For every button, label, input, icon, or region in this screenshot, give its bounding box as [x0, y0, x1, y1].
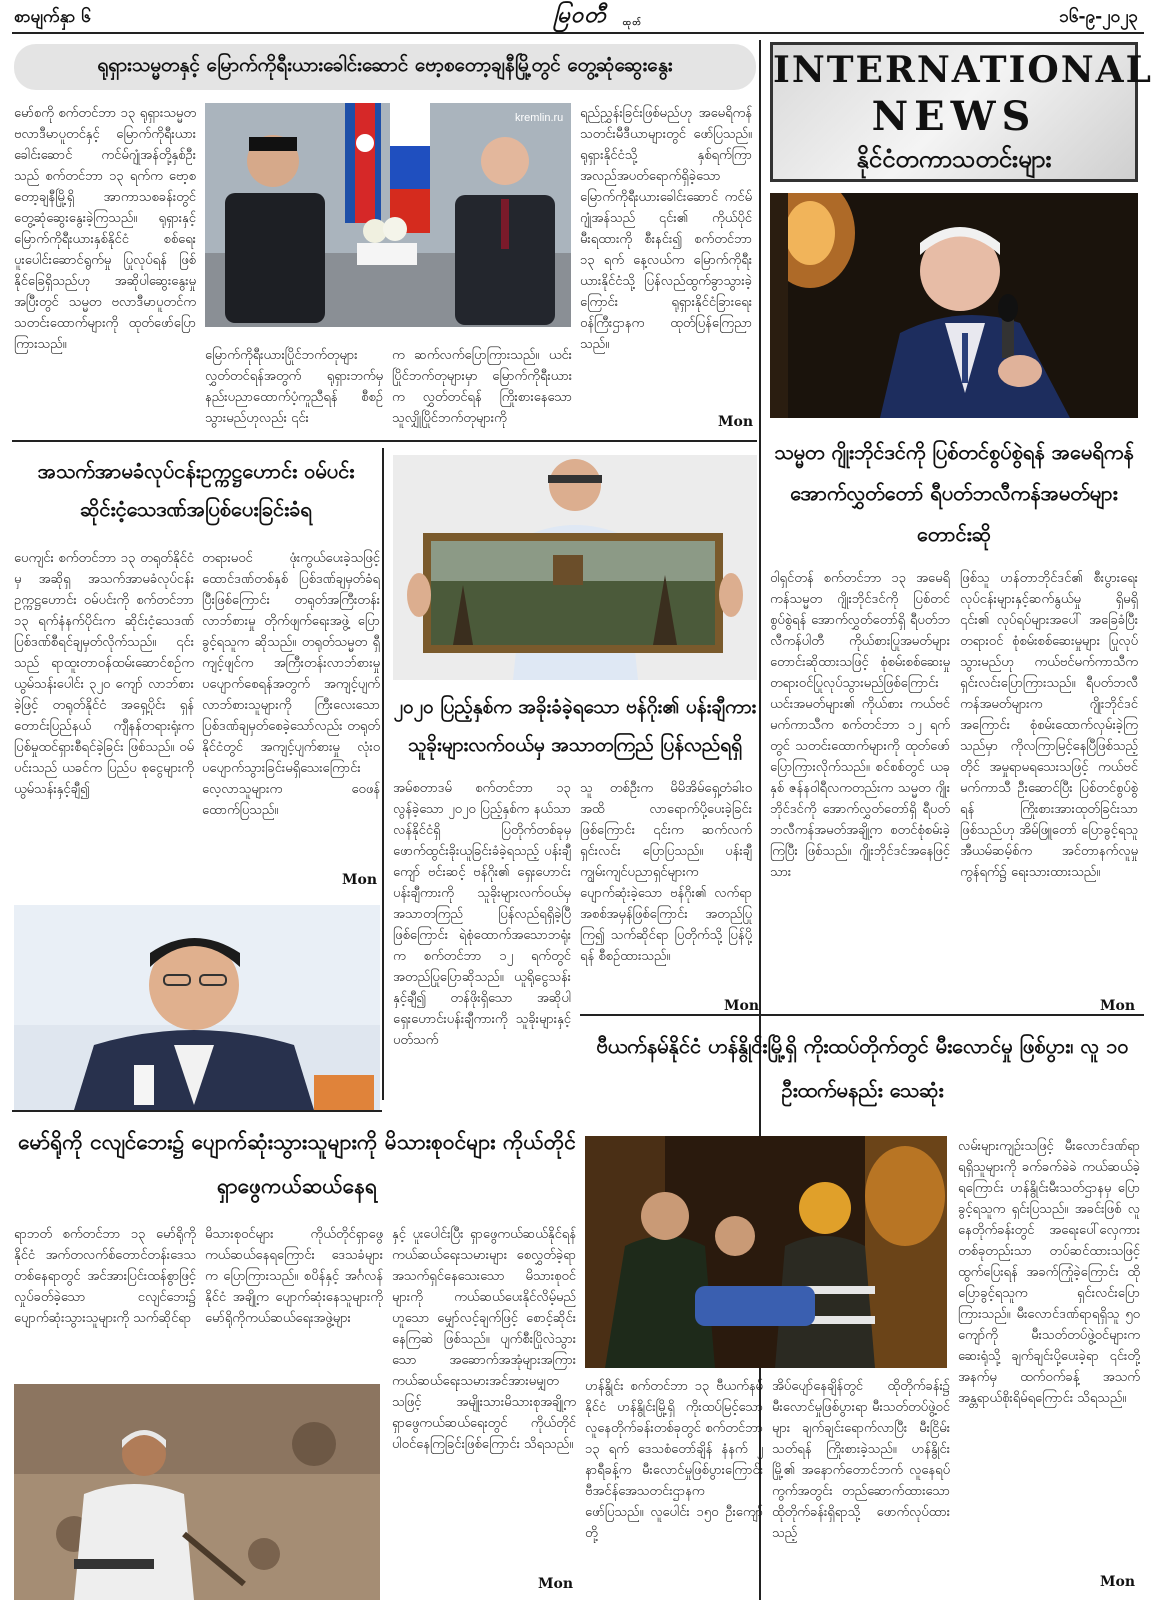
story1-credit: Mon	[718, 414, 754, 430]
story3-credit: Mon	[724, 998, 760, 1014]
story5-column-3: လမ်းများကျဉ်းသဖြင့် မီးလောင်ဒဏ်ရာရရှိသူများကို ခက်ခက်ခဲခဲ ကယ်ဆယ်ခဲ့ရကြောင်း ဟန်နွိုင်းမီးသတ်ဌာနမှ ပြောခွင့်ရသူက ရှင်းပြသည်။ အခင်းဖြစ် လူနေတိုက်ခန်းတွင် အရေးပေါ်လှေကားတစ်ခုတည်းသာ တပ်ဆင်ထားသဖြင့် ထွက်ပြေးရန် အခက်ကြုံခဲ့ကြောင်း ထိုပြောခွင့်ရသူက ရှင်းလင်းပြောကြားသည်။ မီးလောင်ဒဏ်ရာရရှိသူ ၅၀ ကျော်ကို မီးသတ်တပ်ဖွဲ့ဝင်များက ဆေးရုံသို့ ချက်ချင်းပို့ပေးခဲ့ရာ ၎င်းတို့အနက်မှ ထက်ဝက်ခန့် အသက်အန္တရာယ်စိုးရိမ်ရကြောင်း သိရသည်။	[958, 1139, 1140, 1406]
story2-photo-wang-bin	[14, 905, 380, 1110]
story1-column-3: က ဆက်လက်ပြောကြားသည်။ ယင်းပြိုင်ဘက်တုများမှာ မြောက်ကိုရီးယားက လွှတ်တင်ရန် ကြိုးစားနေသော သူလျှိုပြိုင်ဘက်တုများကို	[392, 348, 572, 426]
story5-column-1: ဟန်နွိုင်း စက်တင်ဘာ ၁၃ ဗီယက်နမ်နိုင်ငံ ဟန်နွိုင်းမြို့ရှိ ကိုးထပ်မြင့်သော လူနေတိုက်ခန်းတစ်ခုတွင် စက်တင်ဘာ ၁၃ ရက် ဒေသစံတော်ချိန် နံနက် ၂ နာရီခန့်က မီးလောင်မှုဖြစ်ပွားကြောင်း ဗီအင်န်အေသတင်းဌာနက ဖော်ပြသည်။ လူပေါင်း ၁၅၀ ဦးကျော်တို့	[585, 1379, 763, 1541]
story1-column-2: မြောက်ကိုရီးယားပြိုင်ဘက်တုများ လွှတ်တင်ရန်အတွက် ရုရှားဘက်မှ နည်းပညာထောက်ပံ့ကူညီရန် စီစဉ်သွားမည်ဟုလည်း ၎င်း	[205, 348, 383, 426]
section-rule-1	[12, 440, 757, 442]
story4-photo-biden	[770, 193, 1138, 418]
story1-column-1: မော်စကို စက်တင်ဘာ ၁၃ ရုရှားသမ္မတ ဗလာဒီမာပူတင်နှင့် မြောက်ကိုရီးယားခေါင်းဆောင် ကင်မ်ဂျုံအန်တို့နှစ်ဦးသည် စက်တင်ဘာ ၁၃ ရက်က ဗော့စတော့ချနီမြို့ရှိ အာကာသစခန်းတွင် တွေ့ဆုံဆွေးနွေးခဲ့ကြသည်။ ရုရှားနှင့်မြောက်ကိုရီးယားနှစ်နိုင်ငံ စစ်ရေးပူးပေါင်းဆောင်ရွက်မှု ပြုလုပ်ရန် ဖြစ်နိုင်ခြေရှိသည်ဟု အဆိုပါဆွေးနွေးမှုအပြီးတွင် သမ္မတ ဗလာဒီမာပူတင်က သတင်းထောက်များကို ထုတ်ဖော်ပြောကြားသည်။	[14, 106, 196, 352]
story3-column-2: သူ တစ်ဦးက မိမိအိမ်ရှေ့တံခါးဝ အထိ လာရောက်ပို့ပေးခဲ့ခြင်းဖြစ်ကြောင်း ၎င်းက ဆက်လက်ရှင်းလင်း ပြောပြသည်။ ပန်းချီကျွမ်းကျင်ပညာရှင်များက ပျောက်ဆုံးခဲ့သော ဗန်ဂိုး၏ လက်ရာအစစ်အမှန်ဖြစ်ကြောင်း အတည်ပြုကြ၍ သက်ဆိုင်ရာ ပြတိုက်သို့ ပြန်ပို့ရန် စီစဉ်ထားသည်။	[580, 781, 752, 964]
story6-credit: Mon	[538, 1576, 574, 1592]
masthead-logo: မြဝတီ ထုတ်	[553, 3, 642, 28]
story6-photo-morocco-rescue	[14, 1384, 380, 1600]
story1-headline: ရုရှားသမ္မတနှင့် မြောက်ကိုရီးယားခေါင်းဆောင် ဗော့စတော့ချနီမြို့တွင် တွေ့ဆုံဆွေးနွေး	[14, 44, 756, 90]
banner-myanmar: နိုင်ငံတကာသတင်းများ	[856, 145, 1052, 173]
section-rule-2	[580, 1014, 1144, 1016]
story4-credit: Mon	[1100, 998, 1136, 1014]
story6-column-1: ရာဘတ် စက်တင်ဘာ ၁၃ မော်ရိုကိုနိုင်ငံ အက်တလက်စ်တောင်တန်းဒေသတစ်နေရာတွင် အင်အားပြင်းထန်စွာဖြင့် လှုပ်ခတ်ခဲ့သော ငလျင်ဘေး၌ ပျောက်ဆုံးသွားသူများကို သက်ဆိုင်ရာ	[14, 1227, 196, 1326]
svg-text:kremlin.ru: kremlin.ru	[515, 112, 564, 124]
story1-column-4: ရည်ညွှန်းခြင်းဖြစ်မည်ဟု အမေရိကန်သတင်းမီဒီယာများတွင် ဖော်ပြသည်။ ရုရှားနိုင်ငံသို့ နှစ်ရက်ကြာ အလည်အပတ်ရောက်ရှိခဲ့သော မြောက်ကိုရီးယားခေါင်းဆောင် ကင်မ်ဂျုံအန်သည် ၎င်း၏ ကိုယ်ပိုင်မီးရထားကို စီးနင်း၍ စက်တင်ဘာ ၁၃ ရက် နေ့လယ်က မြောက်ကိုရီးယားနိုင်ငံသို့ ပြန်လည်ထွက်ခွာသွားခဲ့ကြောင်း ရုရှားနိုင်ငံခြားရေးဝန်ကြီးဌာနက ထုတ်ပြန်ကြေညာသည်။	[580, 106, 752, 352]
story4-column-2: ဖြစ်သူ ဟန်တာဘိုင်ဒင်၏ စီးပွားရေးလုပ်ငန်းများနှင့်ဆက်နွယ်မှု ရှိမရှိ ၎င်း၏ လုပ်ရပ်များအပေါ် အခြေခံပြီး တရားဝင် စုံစမ်းစစ်ဆေးမှုများ ပြုလုပ်သွားမည်ဟု ကယ်ဗင်မက်ကာသီက ရှင်းလင်းပြောကြားသည်။ ရီပတ်ဘလီကန်အမတ်များက ဂျိုးဘိုင်ဒင်အကြောင်း စုံစမ်းထောက်လှမ်းခဲ့ကြသည်မှာ ကိုလကြာမြင့်နေပြီဖြစ်သည့်တိုင် အမှုရာမရသေးသဖြင့် ကယ်ဗင်မက်ကာသီ ဦးဆောင်ပြီး ပြစ်တင်စွပ်စွဲရန် ကြိုးစားအားထုတ်ခြင်းသာဖြစ်သည်ဟု အိမ်ဖြူတော် ပြောခွင့်ရသူ အီယမ်ဆမ့်စ်က အင်တာနက်လူမှုကွန်ရက်၌ ရေးသားထားသည်။	[960, 571, 1138, 880]
page-number: စာမျက်နှာ ၆	[14, 7, 91, 27]
column-rule-mid	[382, 448, 384, 1100]
story4-column-1: ဝါရှင်တန် စက်တင်ဘာ ၁၃ အမေရိကန်သမ္မတ ဂျိုးဘိုင်ဒင်ကို ပြစ်တင်စွပ်စွဲရန် အောက်လွှတ်တော်ရှိ ရီပတ်ဘလီကန်ပါတီ ကိုယ်စားပြုအမတ်များ တောင်းဆိုထားသဖြင့် စုံစမ်းစစ်ဆေးမှု တရားဝင်ပြုလုပ်သွားမည်ဖြစ်ကြောင်း ယင်းအမတ်များ၏ ကိုယ်စား ကယ်ဗင်မက်ကာသီက စက်တင်ဘာ ၁၂ ရက်တွင် သတင်းထောက်များကို ထုတ်ဖော်ပြောကြားလိုက်သည်။ စင်စစ်တွင် ယခုနှစ် ဇန်နဝါရီလကတည်းက သမ္မတ ဂျိုးဘိုင်ဒင်ကို အောက်လွှတ်တော်ရှိ ရီပတ်ဘလီကန်အမတ်အချို့က စတင်စုံစမ်းခဲ့ကြပြီး ဖြစ်သည်။ ဂျိုးဘိုင်ဒင်အနေဖြင့် သား	[770, 571, 950, 880]
story1-photo-putin-kim	[205, 103, 571, 327]
story3-column-1: အမ်စတာဒမ် စက်တင်ဘာ ၁၃ လွန်ခဲ့သော ၂၀၂၀ ပြည့်နှစ်က နယ်သာလန်နိုင်ငံရှိ ပြတိုက်တစ်ခုမှ ဖောက်ထွင်းခိုးယူခြင်းခံခဲ့ရသည့် ပန်းချီကျော် ဗင်းဆင့် ဗန်ဂိုး၏ ရှေးဟောင်းပန်းချီကားကို သူခိုးများလက်ဝယ်မှ အသာတကြည် ပြန်လည်ရရှိခဲ့ပြီဖြစ်ကြောင်း ရဲစုံထောက်အသောဘရုံးက စက်တင်ဘာ ၁၂ ရက်တွင် အတည်ပြုပြောဆိုသည်။ ယူရိုငွေသန်းနှင့်ချီ၍ တန်ဖိုးရှိသော အဆိုပါ ရှေးဟောင်းပန်းချီကားကို သူခိုးများနှင့်ပတ်သက်	[393, 781, 571, 1048]
story2-column-1: ပေကျင်း စက်တင်ဘာ ၁၃ တရုတ်နိုင်ငံမှ အဆိုရှ အသက်အာမခံလုပ်ငန်းဥက္ကဋ္ဌဟောင်း ဝမ်ပင်းကို စက်တင်ဘာ ၁၃ ရက်နံနက်ပိုင်းက ဆိုင်းငံ့သေဒဏ် ပြစ်ဒဏ်စီရင်ချမှတ်လိုက်သည်။ ၎င်းသည် ရာထူးတာဝန်ထမ်းဆောင်စဉ်က ယွမ်သန်းပေါင်း ၃၂၀ ကျော် လာဘ်စားခဲ့ဖြင့် တရုတ်နိုင်ငံ အရှေ့ပိုင်း ရှန်တောင်းပြည်နယ် ကျီနန်တရားရုံးက ပြစ်မှုထင်ရှားစီရင်ခဲ့ခြင်း ဖြစ်သည်။ ဝမ်ပင်းသည် ယခင်က ပြည်ပ စုငွေများကို ယွမ်သန်းနှင့်ချီ၍	[14, 551, 194, 797]
issue-date: ၁၆-၉-၂၀၂၃	[1059, 7, 1138, 27]
story2-headline: အသက်အာမခံလုပ်ငန်းဥက္ကဋ္ဌဟောင်း ဝမ်ပင်း ဆိုင်းငံ့သေဒဏ်အပြစ်ပေးခြင်းခံရ	[37, 459, 355, 521]
story5-credit: Mon	[1100, 1574, 1136, 1590]
header-rule	[12, 32, 1144, 34]
story6-column-3: နှင့် ပူးပေါင်းပြီး ရှာဖွေကယ်ဆယ်နိုင်ရန် ကယ်ဆယ်ရေးသမားများ စေလွှတ်ခဲ့ရာ အသက်ရှင်နေသေးသော မိသားစုဝင်များကို ကယ်ဆယ်ပေးနိုင်လိမ့်မည်ဟူသော မျှော်လင့်ချက်ဖြင့် စောင့်ဆိုင်းနေကြဆဲ ဖြစ်သည်။ ပျက်စီးပြိုလဲသွားသော အဆောက်အအုံများအကြား ကယ်ဆယ်ရေးသမားအင်အားမမျှတသဖြင့် အမျိုးသားမိသားစုအချို့က ရှာဖွေကယ်ဆယ်ရေးတွင် ကိုယ်တိုင်ပါဝင်နေကြခြင်းဖြစ်ကြောင်း သိရသည်။	[392, 1227, 576, 1452]
banner-subtitle: NEWS	[871, 93, 1037, 140]
story6-column-2: မိသားစုဝင်များ ကိုယ်တိုင်ရှာဖွေ ကယ်ဆယ်နေရကြောင်း ဒေသခံများက ပြောကြားသည်။ စပိန်နှင့် အင်္ဂလန်နိုင်ငံ အချို့က ပျောက်ဆုံးနေသူများကို မော်ရိုကိုကယ်ဆယ်ရေးအဖွဲ့များ	[205, 1227, 383, 1326]
story3-photo-van-gogh	[393, 455, 757, 680]
story5-photo-hanoi-fire	[585, 1136, 947, 1368]
section-rule-3	[12, 1110, 382, 1112]
story5-column-2: အိပ်ပျော်နေချိန်တွင် ထိုတိုက်ခန်း၌ မီးလောင်မှုဖြစ်ပွားရာ မီးသတ်တပ်ဖွဲ့ဝင်များ ချက်ချင်းရောက်လာပြီး မီးငြိမ်းသတ်ရန် ကြိုးစားခဲ့သည်။ ဟန်နွိုင်းမြို့၏ အနောက်တောင်ဘက် လူနေရပ်ကွက်အတွင်း တည်ဆောက်ထားသော ထိုတိုက်ခန်းရှိရာသို့ ဖောက်လုပ်ထားသည့်	[772, 1379, 950, 1541]
story2-credit: Mon	[342, 872, 378, 888]
story5-headline: ဗီယက်နမ်နိုင်ငံ ဟန်နွိုင်းမြို့ရှိ ကိုးထပ်တိုက်တွင် မီးလောင်မှု ဖြစ်ပွား၊ လူ ၁၀ ဦးထက်မနည်း သေဆုံး	[596, 1034, 1129, 1102]
story3-headline: ၂၀၂၀ ပြည့်နှစ်က အခိုးခံခဲ့ရသော ဗန်ဂိုး၏ ပန်းချီကား သူခိုးများလက်ဝယ်မှ အသာတကြည် ပြန်လည်ရရှိ	[393, 696, 757, 756]
story6-headline: မော်ရိုကို ငလျင်ဘေး၌ ပျောက်ဆုံးသွားသူများကို မိသားစုဝင်များ ကိုယ်တိုင်ရှာဖွေကယ်ဆယ်နေရ	[18, 1130, 576, 1198]
story4-headline: သမ္မတ ဂျိုးဘိုင်ဒင်ကို ပြစ်တင်စွပ်စွဲရန် အမေရိကန်အောက်လွှတ်တော် ရီပတ်ဘလီကန်အမတ်များ တောင်းဆို	[774, 440, 1134, 546]
banner-title: INTERNATIONAL	[773, 49, 1153, 91]
international-news-banner	[770, 42, 1153, 182]
story2-column-2: တရားမဝင် ဖုံးကွယ်ပေးခဲ့သဖြင့် ထောင်ဒဏ်တစ်နှစ် ပြစ်ဒဏ်ချမှတ်ခံရပြီးဖြစ်ကြောင်း တရုတ်အကြီးတန်းလာဘ်စားမှု တိုက်ဖျက်ရေးအဖွဲ့ ပြောခွင့်ရသူက ဆိုသည်။ တရုတ်သမ္မတ ရှီကျင့်ဖျင်က အကြီးတန်းလာဘ်စားမှု ပပျောက်စေရန်အတွက် အကျင့်ပျက်လာဘ်စားသူများကို ကြီးလေးသော ပြစ်ဒဏ်ချမှတ်စေခဲ့သော်လည်း တရုတ်နိုင်ငံတွင် အကျင့်ပျက်စားမှု လုံးဝပပျောက်သွားခြင်းမရှိသေးကြောင်း လေ့လာသူများက ဝေဖန်ထောက်ပြသည်။	[202, 551, 380, 818]
